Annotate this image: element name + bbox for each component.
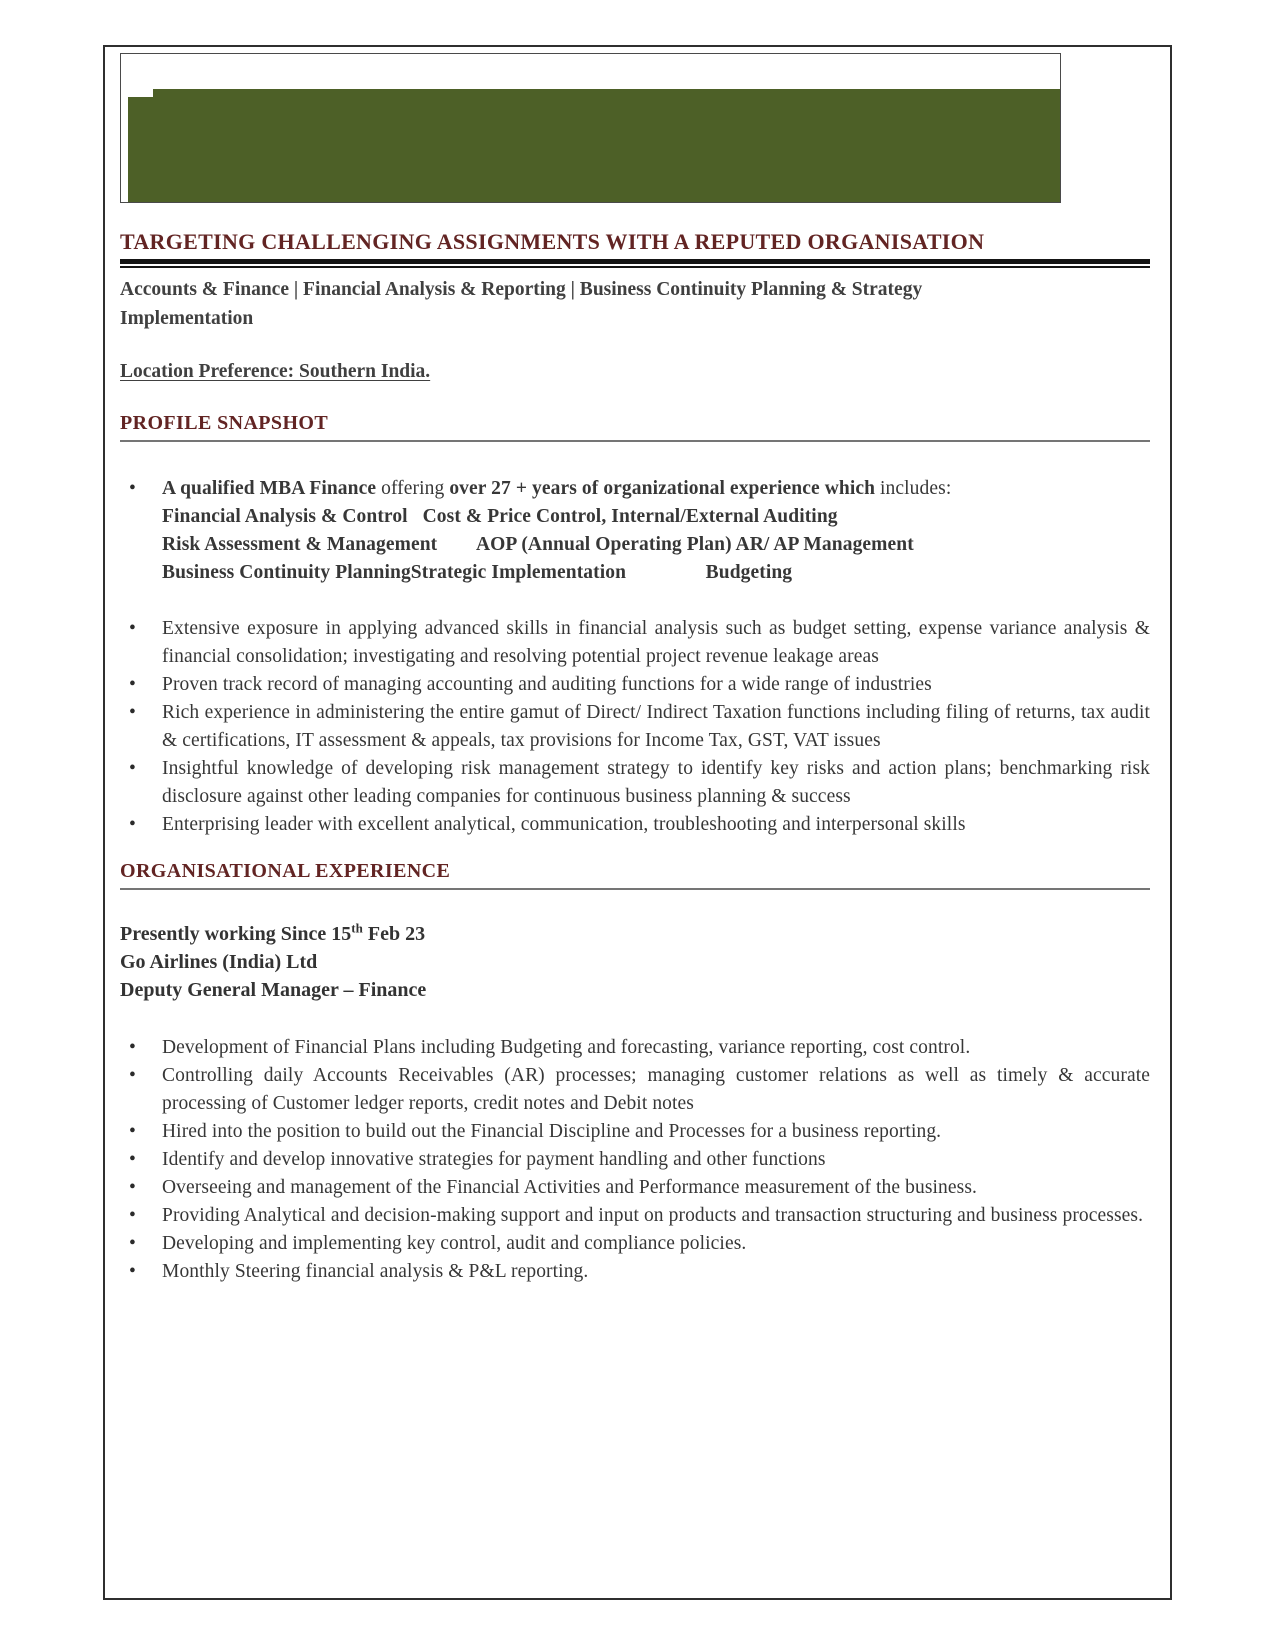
page-border-frame (103, 45, 1172, 1600)
tenure-ordinal-suffix: th (351, 920, 363, 936)
role-line: Deputy General Manager – Finance (120, 979, 427, 1001)
intro-segment-regular2: includes: (880, 478, 952, 499)
tenure-prefix: Presently working Since 15 (120, 923, 352, 945)
list-item: • Insightful knowledge of developing risk management strategy to identify key risks and action plans; benchmarking risk disclosure against other leading companies for continuous business planning & success (120, 755, 1150, 811)
redaction-notch (128, 89, 153, 97)
subtitle-line1: Accounts & Finance | Financial Analysis & Reporting | Business Continuity Planning & Strategy (120, 279, 923, 300)
list-item: • Monthly Steering financial analysis & P&L reporting. (120, 1258, 1150, 1286)
subtitle-line2: Implementation (120, 308, 254, 329)
profile-bullet-list (120, 475, 1150, 839)
location-preference: Location Preference: Southern India. (120, 361, 431, 382)
list-item-profile-intro (120, 475, 1150, 587)
list-item: • Proven track record of managing accounting and auditing functions for a wide range of industries (120, 671, 1150, 699)
intro-segment-regular1: offering (381, 478, 450, 499)
intro-segment-bold2: over 27 + years of organizational experience which (449, 478, 881, 499)
redaction-block (128, 89, 1060, 202)
skills-line: Risk Assessment & Management AOP (Annual Operating Plan) AR/ AP Management (162, 534, 914, 555)
tenure-suffix: Feb 23 (362, 923, 426, 945)
list-item: • Rich experience in administering the entire gamut of Direct/ Indirect Taxation functions including filing of returns, tax audit & certifications, IT assessment & appeals, tax provisions for Income Tax, GST, VAT issues (120, 699, 1150, 755)
list-item: • Developing and implementing key control, audit and compliance policies. (120, 1230, 1150, 1258)
section-heading-profile: PROFILE SNAPSHOT (120, 413, 1150, 442)
list-item: • Enterprising leader with excellent analytical, communication, troubleshooting and interpersonal skills (120, 811, 1150, 839)
header-textbox (120, 53, 1061, 203)
skills-line: Business Continuity PlanningStrategic Implementation Budgeting (162, 562, 793, 583)
tenure-line (120, 920, 1150, 948)
list-item: • Controlling daily Accounts Receivables (AR) processes; managing customer relations as well as timely & accurate processing of Customer ledger reports, credit notes and Debit notes (120, 1062, 1150, 1118)
company-line: Go Airlines (India) Ltd (120, 951, 318, 973)
section-heading-experience: ORGANISATIONAL EXPERIENCE (120, 861, 1150, 890)
list-item: • Hired into the position to build out the Financial Discipline and Processes for a business reporting. (120, 1118, 1150, 1146)
headline-rule (120, 259, 1150, 268)
list-item: • Providing Analytical and decision-making support and input on products and transaction structuring and business processes. (120, 1202, 1150, 1230)
subtitle (120, 275, 1150, 333)
experience-bullet-list (120, 1034, 1150, 1286)
headline-title: TARGETING CHALLENGING ASSIGNMENTS WITH A REPUTED ORGANISATION (120, 229, 985, 254)
employment-block (120, 920, 1150, 1004)
intro-segment-bold1: A qualified MBA Finance (162, 478, 382, 499)
list-item: • Identify and develop innovative strategies for payment handling and other functions (120, 1146, 1150, 1174)
skills-line: Financial Analysis & Control Cost & Price Control, Internal/External Auditing (162, 506, 838, 527)
list-item: • Development of Financial Plans including Budgeting and forecasting, variance reporting, cost control. (120, 1034, 1150, 1062)
list-item: • Extensive exposure in applying advanced skills in financial analysis such as budget setting, expense variance analysis & financial consolidation; investigating and resolving potential project revenue leakage areas (120, 615, 1150, 671)
list-item: • Overseeing and management of the Financial Activities and Performance measurement of the business. (120, 1174, 1150, 1202)
